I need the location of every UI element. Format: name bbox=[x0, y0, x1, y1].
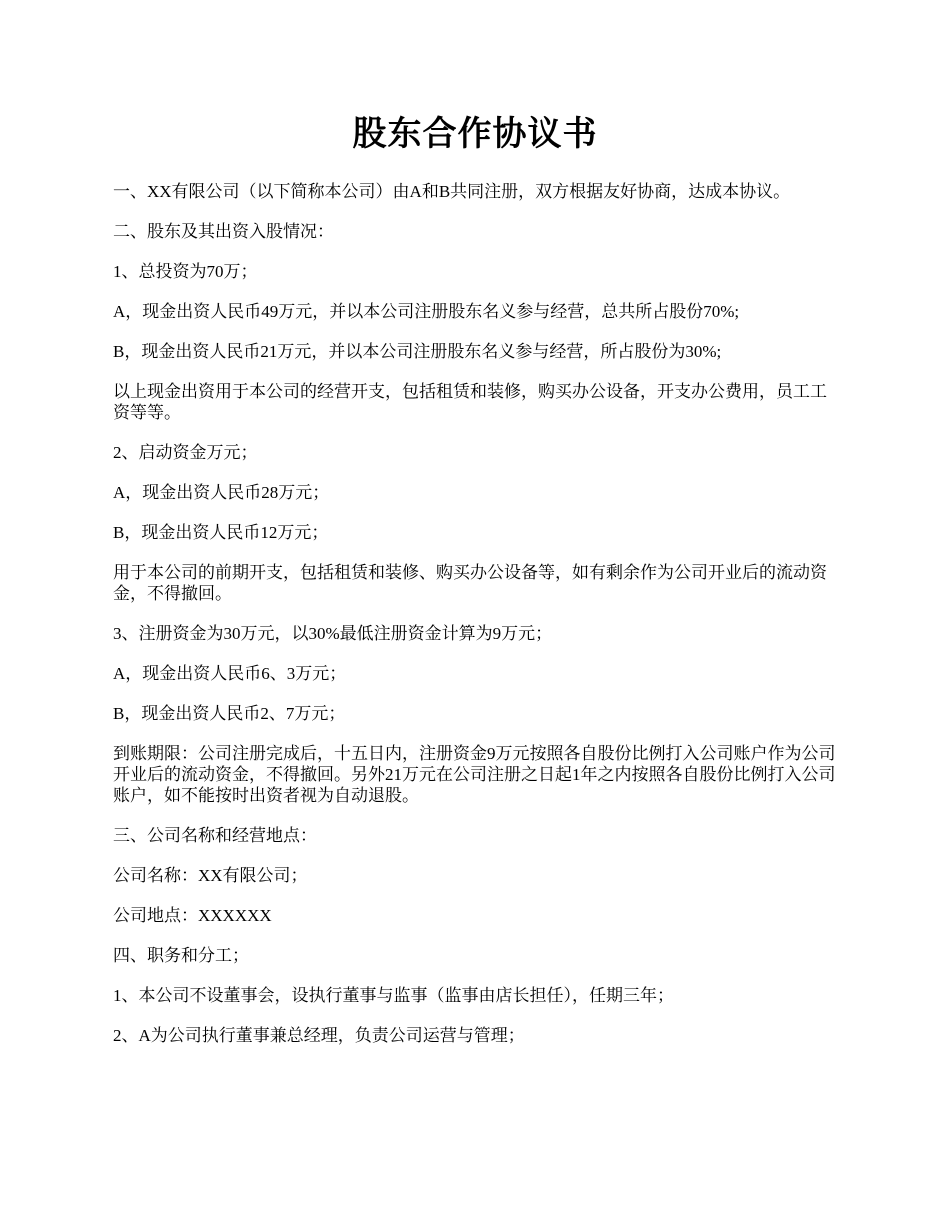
paragraph: B，现金出资人民币21万元，并以本公司注册股东名义参与经营，所占股份为30%; bbox=[113, 342, 722, 361]
paragraph: 3、注册资金为30万元，以30%最低注册资金计算为9万元； bbox=[113, 624, 553, 643]
paragraph: B，现金出资人民币2、7万元； bbox=[113, 704, 346, 723]
paragraph: 2、启动资金万元； bbox=[113, 443, 258, 462]
paragraph: 用于本公司的前期开支，包括租赁和装修、购买办公设备等，如有剩余作为公司开业后的流动资金，不得撤回。 bbox=[113, 563, 827, 603]
paragraph: 以上现金出资用于本公司的经营开支，包括租赁和装修，购买办公设备，开支办公费用，员工工资等等。 bbox=[113, 382, 827, 422]
paragraph: 2、A为公司执行董事兼总经理，负责公司运营与管理； bbox=[113, 1026, 525, 1045]
document-body bbox=[113, 181, 838, 1065]
paragraph: 公司名称：XX有限公司； bbox=[113, 866, 308, 885]
page-title: 股东合作协议书 bbox=[352, 116, 598, 153]
paragraph: 1、总投资为70万； bbox=[113, 262, 258, 281]
paragraph: B，现金出资人民币12万元； bbox=[113, 523, 329, 542]
paragraph: A，现金出资人民币49万元，并以本公司注册股东名义参与经营，总共所占股份70%; bbox=[113, 302, 740, 321]
paragraph: 1、本公司不设董事会，设执行董事与监事（监事由店长担任），任期三年； bbox=[113, 986, 674, 1005]
paragraph: 到账期限：公司注册完成后，十五日内，注册资金9万元按照各自股份比例打入公司账户作为公司开业后的流动资金，不得撤回。另外21万元在公司注册之日起1年之内按照各自股份比例打入公司账户，如不能按时出资者视为自动退股。 bbox=[113, 744, 836, 805]
paragraph: 一、XX有限公司（以下简称本公司）由A和B共同注册，双方根据友好协商，达成本协议。 bbox=[113, 182, 791, 201]
section-heading: 四、职务和分工； bbox=[113, 946, 249, 965]
section-heading: 二、股东及其出资入股情况： bbox=[113, 222, 334, 241]
paragraph: A，现金出资人民币28万元； bbox=[113, 483, 330, 502]
section-heading: 三、公司名称和经营地点： bbox=[113, 826, 317, 845]
paragraph: A，现金出资人民币6、3万元； bbox=[113, 664, 347, 683]
paragraph: 公司地点：XXXXXX bbox=[113, 906, 272, 925]
